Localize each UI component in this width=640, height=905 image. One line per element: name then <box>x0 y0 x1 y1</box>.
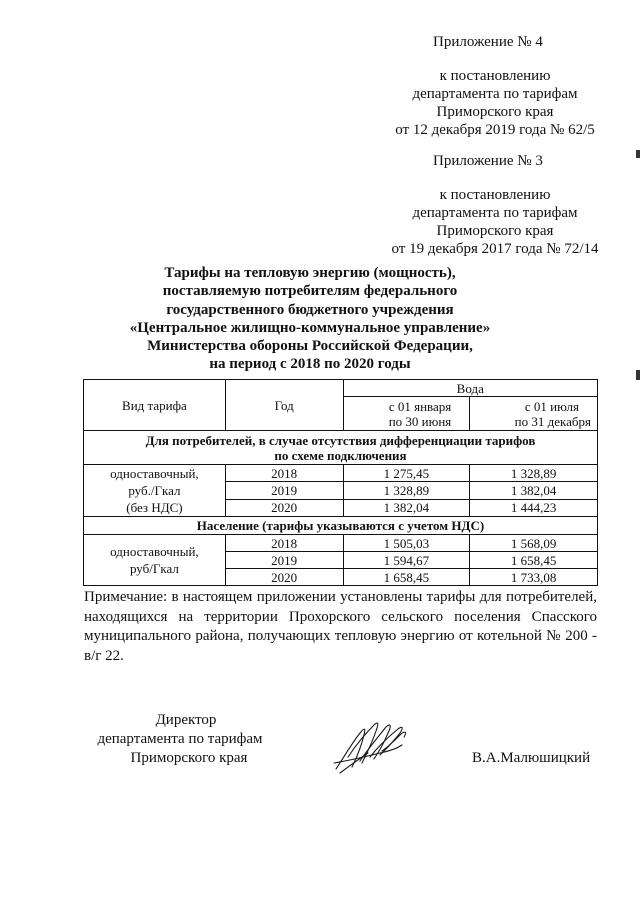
section-1-type-line-a: одноставочный, <box>110 466 199 481</box>
appendix-3-reference <box>360 186 630 258</box>
header-year: Год <box>225 380 343 431</box>
title-line: поставляемую потребителям федерального <box>162 283 458 300</box>
section-1-tariff-type <box>84 465 226 517</box>
title-line: государственного бюджетного учреждения <box>166 301 454 318</box>
scan-edge-mark <box>636 370 640 380</box>
section-1-line-a: Для потребителей, в случае отсутствия дифференциации тарифов <box>145 432 536 448</box>
table-cell-h2: 1 382,04 <box>470 482 598 499</box>
table-cell-h1: 1 328,89 <box>343 482 470 499</box>
appendix-3-title: Приложение № 3 <box>433 153 543 169</box>
section-1-type-line-b: руб./Гкал <box>128 483 181 498</box>
header-tariff-type: Вид тарифа <box>84 380 226 431</box>
appendix-3-line2: департамента по тарифам <box>412 205 578 221</box>
signatory-line3: Приморского края <box>130 750 248 766</box>
appendix-3-line1: к постановлению <box>439 187 551 203</box>
signatory-name: В.А.Малюшицкий <box>472 750 591 766</box>
header-water: Вода <box>343 380 597 397</box>
table-cell-h2: 1 733,08 <box>470 569 598 586</box>
period-1-line-a: с 01 января <box>388 398 452 414</box>
table-cell-year: 2018 <box>225 535 343 552</box>
tariff-table <box>83 379 598 586</box>
appendix-4-block <box>400 33 610 51</box>
appendix-3-line4: от 19 декабря 2017 года № 72/14 <box>391 241 599 257</box>
title-line: Тарифы на тепловую энергию (мощность), <box>164 265 456 281</box>
table-cell-year: 2018 <box>225 465 343 482</box>
header-period-1 <box>343 397 470 431</box>
table-cell-year: 2020 <box>225 499 343 516</box>
section-2-type-line-a: одноставочный, <box>110 544 199 559</box>
note-paragraph: Примечание: в настоящем приложении установлены тарифы для потребителей, находящихся на территории Прохорского сельского поселения Спасского муниципального района, получающих тепловую энергию от котельной № 200 - в/г 22. <box>84 589 597 664</box>
table-cell-h1: 1 275,45 <box>343 465 470 482</box>
appendix-3-line3: Приморского края <box>436 223 554 239</box>
table-cell-h2: 1 444,23 <box>470 499 598 516</box>
title-line: на период с 2018 по 2020 годы <box>209 356 411 373</box>
section-1-type-line-c: (без НДС) <box>126 500 183 515</box>
table-cell-h1: 1 658,45 <box>343 569 470 586</box>
section-2-tariff-type <box>84 535 226 586</box>
appendix-4-line4: от 12 декабря 2019 года № 62/5 <box>395 122 595 138</box>
signatory-line1: Директор <box>155 712 217 728</box>
period-2-line-a: с 01 июля <box>524 398 579 414</box>
section-1-line-b: по схеме подключения <box>274 447 407 463</box>
table-cell-h1: 1 594,67 <box>343 552 470 569</box>
table-cell-year: 2019 <box>225 552 343 569</box>
appendix-4-line2: департамента по тарифам <box>412 86 578 102</box>
appendix-4-line3: Приморского края <box>436 104 554 120</box>
handwritten-signature <box>330 717 410 777</box>
table-cell-h2: 1 658,45 <box>470 552 598 569</box>
table-cell-h1: 1 505,03 <box>343 535 470 552</box>
section-population: Население (тарифы указываются с учетом НДС) <box>84 517 598 535</box>
table-cell-year: 2020 <box>225 569 343 586</box>
document-title <box>60 264 560 374</box>
appendix-4-line1: к постановлению <box>439 68 551 84</box>
section-2-type-line-b: руб/Гкал <box>129 561 179 576</box>
table-cell-h1: 1 382,04 <box>343 499 470 516</box>
scan-edge-mark <box>636 150 640 158</box>
section-no-differentiation <box>84 431 598 465</box>
appendix-4-title: Приложение № 4 <box>433 34 543 50</box>
title-line: «Центральное жилищно-коммунальное управление» <box>129 319 491 336</box>
table-cell-h2: 1 328,89 <box>470 465 598 482</box>
period-2-line-b: по 31 декабря <box>514 413 591 429</box>
header-period-2 <box>470 397 598 431</box>
appendix-3-block <box>400 152 610 170</box>
signatory-line2: департамента по тарифам <box>97 731 263 747</box>
title-line: Министерства обороны Российской Федерации, <box>147 338 473 355</box>
table-cell-year: 2019 <box>225 482 343 499</box>
appendix-4-reference <box>360 67 630 139</box>
period-1-line-b: по 30 июня <box>388 413 452 429</box>
signatory-position <box>80 711 280 768</box>
table-cell-h2: 1 568,09 <box>470 535 598 552</box>
